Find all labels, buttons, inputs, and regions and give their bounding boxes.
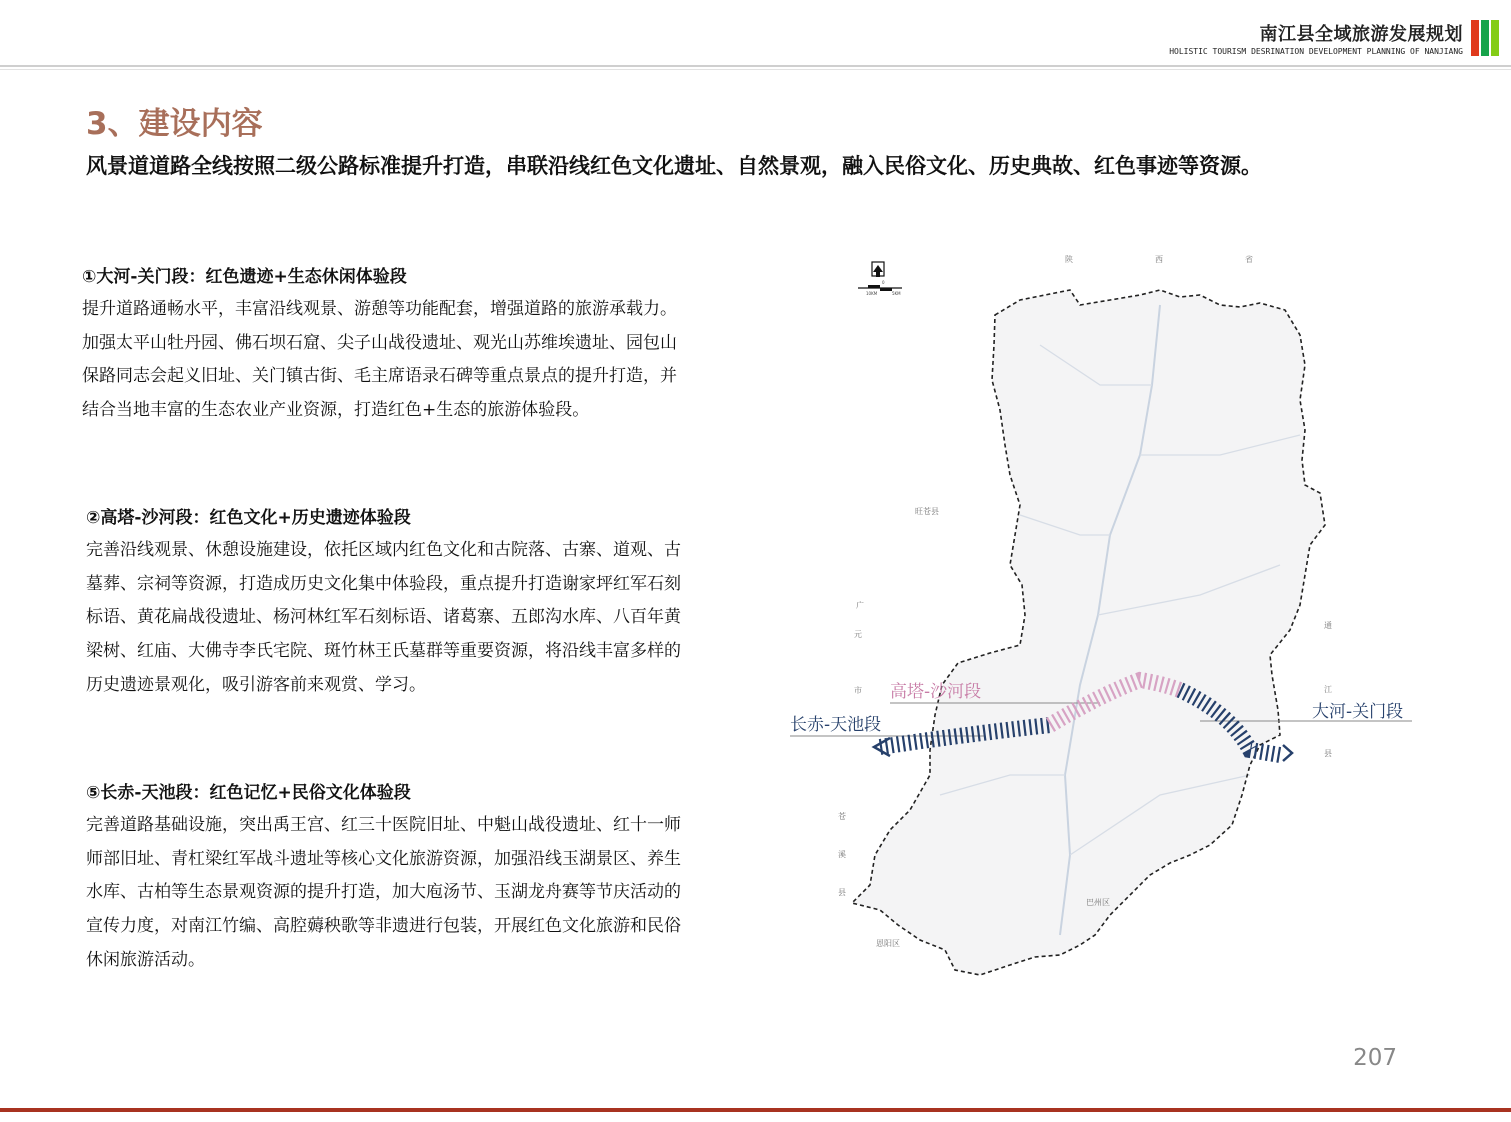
place-label-yuan: 元 [854,630,862,639]
place-label-guang: 广 [856,601,864,610]
scale-label-0: 0 [882,280,885,285]
place-label-shaan: 陕 [1065,255,1073,264]
segment-text-line: 梁树、红庙、大佛寺李氏宅院、斑竹林王氏墓群等重要资源，将沿线丰富多样的 [86,641,681,662]
county-area [852,290,1325,975]
segment-heading: ⑤长赤-天池段：红色记忆+民俗文化体验段 [86,783,411,803]
map-canvas [780,235,1440,995]
segment-text-line: 完善道路基础设施，突出禹王宫、红三十医院旧址、中魁山战役遗址、红十一师 [86,815,681,835]
page-number: 207 [1353,1045,1397,1071]
segment-text-line: 完善沿线观景、休憩设施建设，依托区域内红色文化和古院落、古寨、道观、古 [86,540,681,560]
segment-text-line: 水库、古柏等生态景观资源的提升打造，加大庖汤节、玉湖龙舟赛等节庆活动的 [86,882,681,903]
place-label-sheng: 省 [1245,255,1253,264]
color-bar-lime [1491,20,1499,56]
segment-block-changchi-tianchi [86,778,748,978]
place-label-enyang: 恩阳区 [876,939,900,948]
north-arrow-icon [872,262,884,277]
map-label-changchi-tianchi: 长赤-天池段 [790,715,882,735]
section-title: 3、建设内容 [86,106,263,142]
scale-label-10km: 10KM [866,291,878,296]
place-label-tong: 通 [1324,621,1332,630]
map-label-gaota-shahe: 高塔-沙河段 [890,682,982,702]
section-lead: 风景道道路全线按照二级公路标准提升打造，串联沿线红色文化遗址、自然景观，融入民俗文化、历史典故、红色事迹等资源。 [86,154,1262,178]
map-label-dahe-guanmen: 大河-关门段 [1312,702,1404,722]
segment-block-dahe-guanmen [82,262,744,428]
segment-text-line: 墓葬、宗祠等资源，打造成历史文化集中体验段，重点提升打造谢家坪红军石刻 [86,573,681,594]
place-label-xian2: 县 [838,888,846,897]
header-title: 南江县全域旅游发展规划 [1259,24,1463,45]
header-color-bars [1471,20,1499,56]
route-map [780,235,1440,995]
segment-text-line: 保路同志会起义旧址、关门镇古街、毛主席语录石碑等重点景点的提升打造，并 [82,366,677,387]
place-label-wangcang: 旺苍县 [915,507,939,516]
segment-text-line: 宣传力度，对南江竹编、高腔薅秧歌等非遗进行包装，开展红色文化旅游和民俗 [86,916,681,937]
scale-label-5km: 5KM [892,291,901,296]
place-label-xian: 县 [1324,749,1332,758]
segment-block-gaota-shahe [86,503,748,703]
place-label-cang: 苍 [838,812,846,821]
header-divider [0,65,1511,67]
segment-text-line: 休闲旅游活动。 [86,949,205,970]
segment-text-line: 师部旧址、青杠梁红军战斗遗址等核心文化旅游资源，加强沿线玉湖景区、养生 [86,848,681,869]
header-subtitle: HOLISTIC TOURISM DESRINATION DEVELOPMENT PLANNING OF NANJIANG [1169,47,1463,56]
place-label-shi: 市 [854,686,862,695]
segment-text-line: 结合当地丰富的生态农业产业资源，打造红色+生态的旅游体验段。 [82,400,590,421]
color-bar-green [1481,20,1489,56]
place-label-xi: 西 [1155,255,1163,264]
segment-heading: ②高塔-沙河段：红色文化+历史遗迹体验段 [86,508,411,528]
footer-bar [0,1108,1511,1112]
place-label-xi2: 溪 [838,850,846,859]
segment-text-line: 提升道路通畅水平，丰富沿线观景、游憩等功能配套，增强道路的旅游承载力。 [82,299,677,319]
header-divider-thin [0,69,1511,70]
segment-heading: ①大河-关门段：红色遗迹+生态休闲体验段 [82,267,407,287]
place-label-jiang: 江 [1324,685,1332,694]
place-label-bazhou: 巴州区 [1086,898,1110,907]
segment-text-line: 历史遗迹景观化，吸引游客前来观赏、学习。 [86,674,426,695]
segment-text-line: 标语、黄花扁战役遗址、杨河林红军石刻标语、诸葛寨、五郎沟水库、八百年黄 [86,607,681,628]
scale-bar [858,280,902,296]
segment-text-line: 加强太平山牡丹园、佛石坝石窟、尖子山战役遗址、观光山苏维埃遗址、园包山 [82,332,677,353]
color-bar-red [1471,20,1479,56]
route-arrow-east-icon [1283,745,1292,761]
